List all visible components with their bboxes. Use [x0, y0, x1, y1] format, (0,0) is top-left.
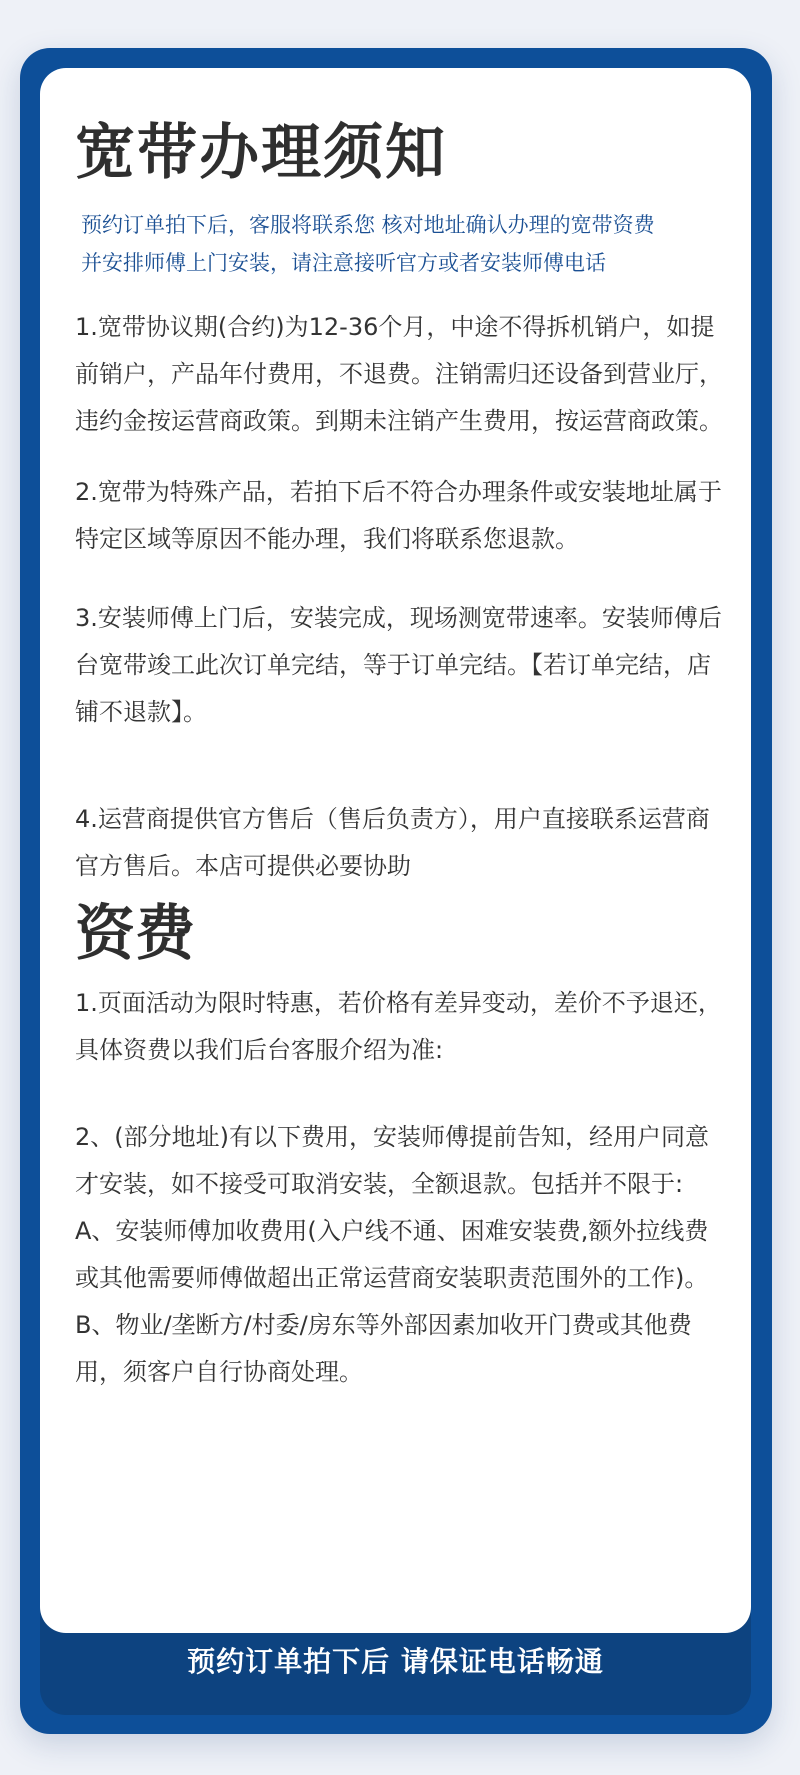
- rule-item-contract: 1.宽带协议期(合约)为12-36个月，中途不得拆机销户，如提前销户，产品年付费用，不退费。注销需归还设备到营业厅，违约金按运营商政策。到期未注销产生费用，按运营商政策。: [75, 313, 723, 435]
- fees-title: 资费: [75, 899, 195, 969]
- contact-notice: [81, 206, 721, 282]
- notice-line: 并安排师傅上门安装，请注意接听官方或者安装师傅电话: [81, 251, 606, 275]
- fee-item-a: A、安装师傅加收费用(入户线不通、困难安装费,额外拉线费或其他需要师傅做超出正常运营商安装职责范围外的工作)。: [75, 1217, 709, 1292]
- rule-item-after-sales: 4.运营商提供官方售后（售后负责方），用户直接联系运营商官方售后。本店可提供必要协助: [75, 805, 710, 880]
- rule-item-installation: 3.安装师傅上门后，安装完成，现场测宽带速率。安装师傅后台宽带竣工此次订单完结，等于订单完结。【若订单完结，店铺不退款】。: [75, 604, 722, 726]
- rule-item-refund: 2.宽带为特殊产品，若拍下后不符合办理条件或安装地址属于特定区域等原因不能办理，我们将联系您退款。: [75, 478, 722, 553]
- fee-item-2: 2、(部分地址)有以下费用，安装师傅提前告知，经用户同意才安装，如不接受可取消安装，全额退款。包括并不限于:: [75, 1123, 709, 1198]
- fee-item-1: 1.页面活动为限时特惠，若价格有差异变动，差价不予退还，具体资费以我们后台客服介绍为准:: [75, 989, 722, 1064]
- notice-content: [75, 112, 725, 1396]
- page-title: 宽带办理须知: [75, 118, 447, 188]
- fee-item-b: B、物业/垄断方/村委/房东等外部因素加收开门费或其他费用，须客户自行协商处理。: [75, 1311, 692, 1386]
- notice-line: 预约订单拍下后，客服将联系您 核对地址确认办理的宽带资费: [81, 213, 655, 237]
- footer-reminder: 预约订单拍下后 请保证电话畅通: [187, 1645, 604, 1678]
